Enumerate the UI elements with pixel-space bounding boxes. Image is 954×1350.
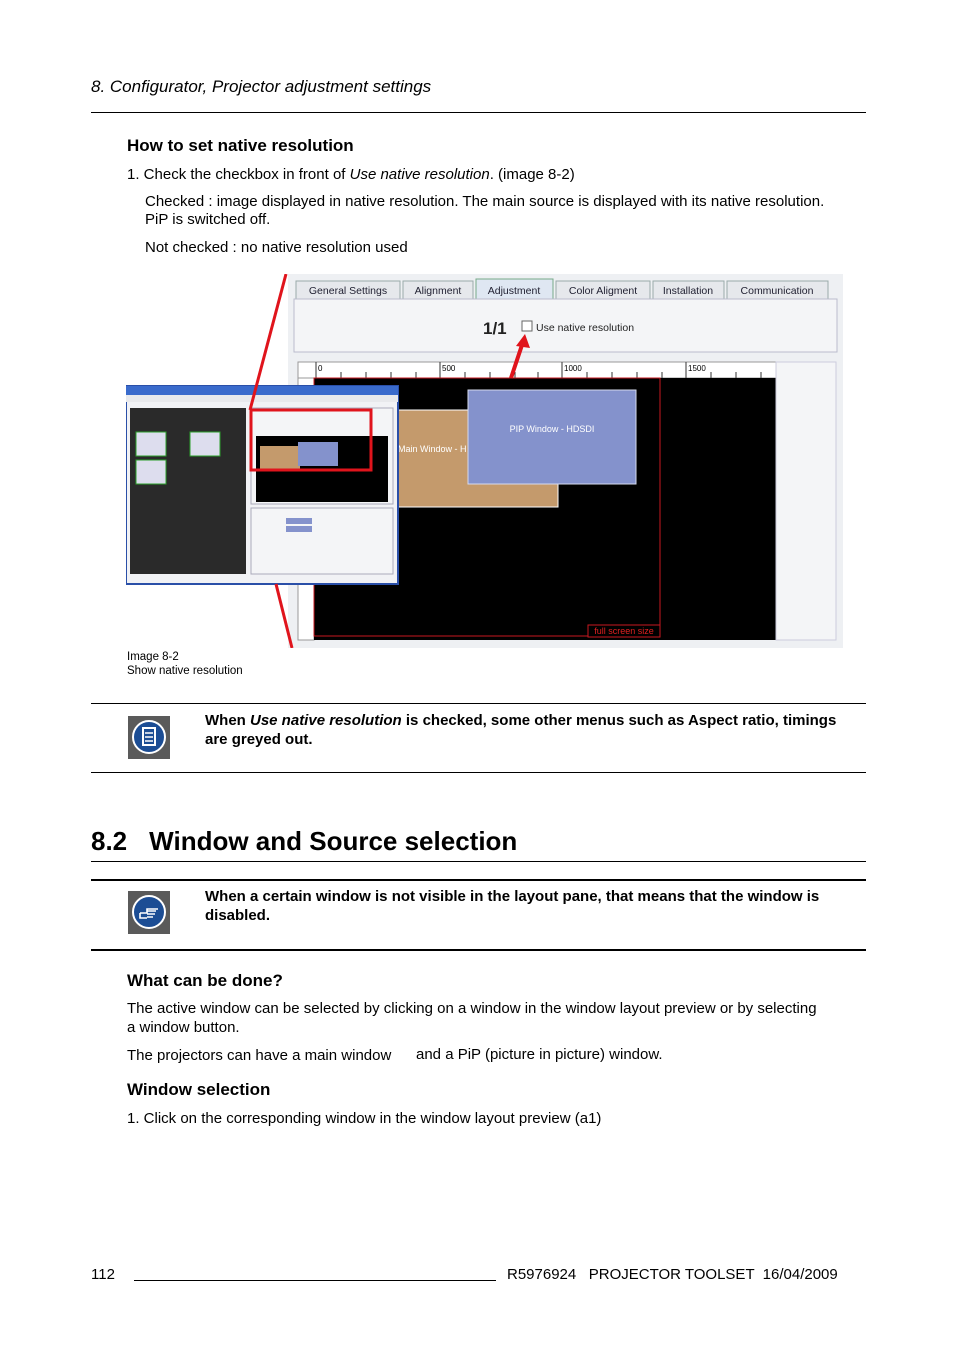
inset-screenshot xyxy=(126,386,398,584)
figure-screenshot xyxy=(126,274,843,648)
note-top-rule xyxy=(91,703,866,704)
pip-window-label: PIP Window - HDSDI xyxy=(509,424,595,434)
chapter-title: 8. Configurator, Projector adjustment settings xyxy=(91,77,432,96)
note-bottom-rule xyxy=(91,772,866,773)
tip-icon xyxy=(128,891,170,934)
what-line2: a window button. xyxy=(127,1019,240,1036)
tab-alignment-label: Alignment xyxy=(414,285,462,297)
tab-bar xyxy=(296,279,828,299)
checked-description-2: PiP is switched off. xyxy=(145,211,271,228)
ruler-tick-1000: 1000 xyxy=(564,364,582,373)
note-icon xyxy=(128,716,170,759)
ruler-tick-1500: 1500 xyxy=(688,364,706,373)
pip-window-rect xyxy=(468,390,636,484)
footer-rule xyxy=(134,1280,496,1281)
side-panel xyxy=(776,362,836,640)
tab-color-aligment-label: Color Aligment xyxy=(568,285,638,297)
ratio-label: 1/1 xyxy=(483,319,507,338)
checked-description: Checked : image displayed in native resolution. The main source is displayed with its native resolution. xyxy=(145,193,825,210)
figure-label: Image 8-2 xyxy=(127,651,179,663)
tip-bottom-rule xyxy=(91,949,866,951)
tip-line2: disabled. xyxy=(205,907,271,924)
tab-communication-label: Communication xyxy=(740,285,814,297)
main-window-label: Main Window - H xyxy=(398,444,467,454)
page-number: 112 xyxy=(91,1266,115,1283)
note-line2: are greyed out. xyxy=(205,731,313,748)
not-checked-description: Not checked : no native resolution used xyxy=(145,239,408,256)
footer-doc-info: R5976924 PROJECTOR TOOLSET 16/04/2009 xyxy=(507,1266,838,1283)
tip-text xyxy=(205,887,866,925)
projectors-text-b: and a PiP (picture in picture) window. xyxy=(416,1046,663,1063)
tip-line1: When a certain window is not visible in the layout pane, that means that the window is xyxy=(205,888,820,905)
native-resolution-checkbox xyxy=(522,321,532,331)
tip-top-rule xyxy=(91,879,866,881)
tab-installation-label: Installation xyxy=(662,285,714,297)
tab-general-settings-label: General Settings xyxy=(308,285,388,297)
note-italic: Use native resolution xyxy=(250,712,402,729)
step-1 xyxy=(127,165,575,184)
section-number: 8.2 xyxy=(91,826,128,856)
figure-caption: Show native resolution xyxy=(127,665,243,677)
native-resolution-heading: How to set native resolution xyxy=(127,136,354,155)
note-prefix: When xyxy=(205,712,250,729)
note-line1-rest: is checked, some other menus such as Aspect ratio, timings xyxy=(401,712,837,729)
header-rule xyxy=(91,112,866,113)
window-selection-step1: 1. Click on the corresponding window in the window layout preview (a1) xyxy=(127,1110,602,1127)
full-screen-label: full screen size xyxy=(594,626,654,636)
tab-adjustment-label: Adjustment xyxy=(487,285,541,297)
section-title: Window and Source selection xyxy=(149,826,518,856)
projectors-text-a: The projectors can have a main window xyxy=(127,1047,392,1064)
section-heading xyxy=(91,826,517,857)
window-selection-heading: Window selection xyxy=(127,1080,271,1099)
native-resolution-checkbox-label: Use native resolution xyxy=(536,322,635,334)
section-rule xyxy=(91,861,866,862)
step-1-prefix: 1. Check the checkbox in front of xyxy=(127,166,350,183)
step-1-italic: Use native resolution xyxy=(349,166,490,183)
what-can-be-done-heading: What can be done? xyxy=(127,971,283,990)
ruler-tick-500: 500 xyxy=(442,364,456,373)
note-text xyxy=(205,711,866,749)
what-line1: The active window can be selected by clicking on a window in the window layout preview or by selecting xyxy=(127,1000,817,1017)
ruler-tick-0: 0 xyxy=(318,364,323,373)
step-1-suffix: . (image 8-2) xyxy=(489,166,575,183)
